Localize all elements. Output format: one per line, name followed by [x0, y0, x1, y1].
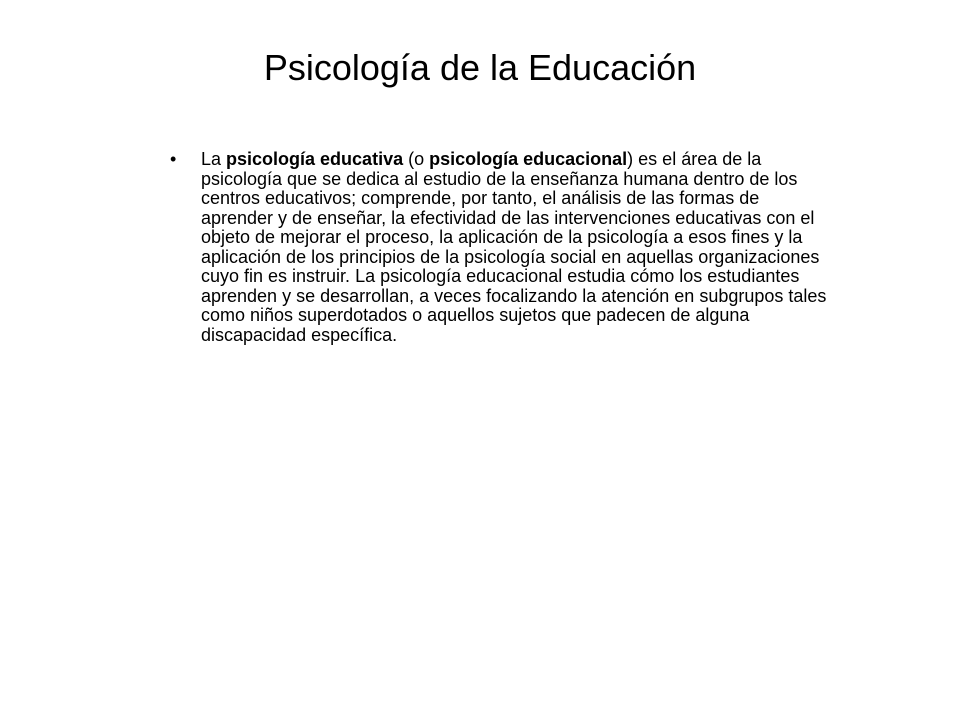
- text-segment: ) es el área de la psicología que se dedica al estudio de la enseñanza humana dentro de los centros educativos; comprende, por tanto, el análisis de las formas de aprender y de enseñar, la efectividad de las intervenciones educativas con el objeto de mejorar el proceso, la aplicación de la psicología a esos fines y la aplicación de los principios de la psicología social en aquellas organizaciones cuyo fin es instruir. La psicología educacional estudia cómo los estudiantes aprenden y se desarrollan, a veces focalizando la atención en subgrupos tales como niños superdotados o aquellos sujetos que padecen de alguna discapacidad específica.: [201, 149, 827, 345]
- bullet-item: [170, 150, 830, 345]
- bullet-text: [201, 149, 826, 345]
- slide-title: Psicología de la Educación: [263, 47, 697, 88]
- bullet-icon: •: [170, 149, 177, 169]
- text-segment: La: [201, 149, 227, 169]
- bullet-list: [170, 150, 830, 345]
- text-segment: (o: [403, 149, 430, 169]
- bold-term-psicologia-educativa: psicología educativa: [226, 149, 404, 169]
- bold-term-psicologia-educacional: psicología educacional: [429, 149, 628, 169]
